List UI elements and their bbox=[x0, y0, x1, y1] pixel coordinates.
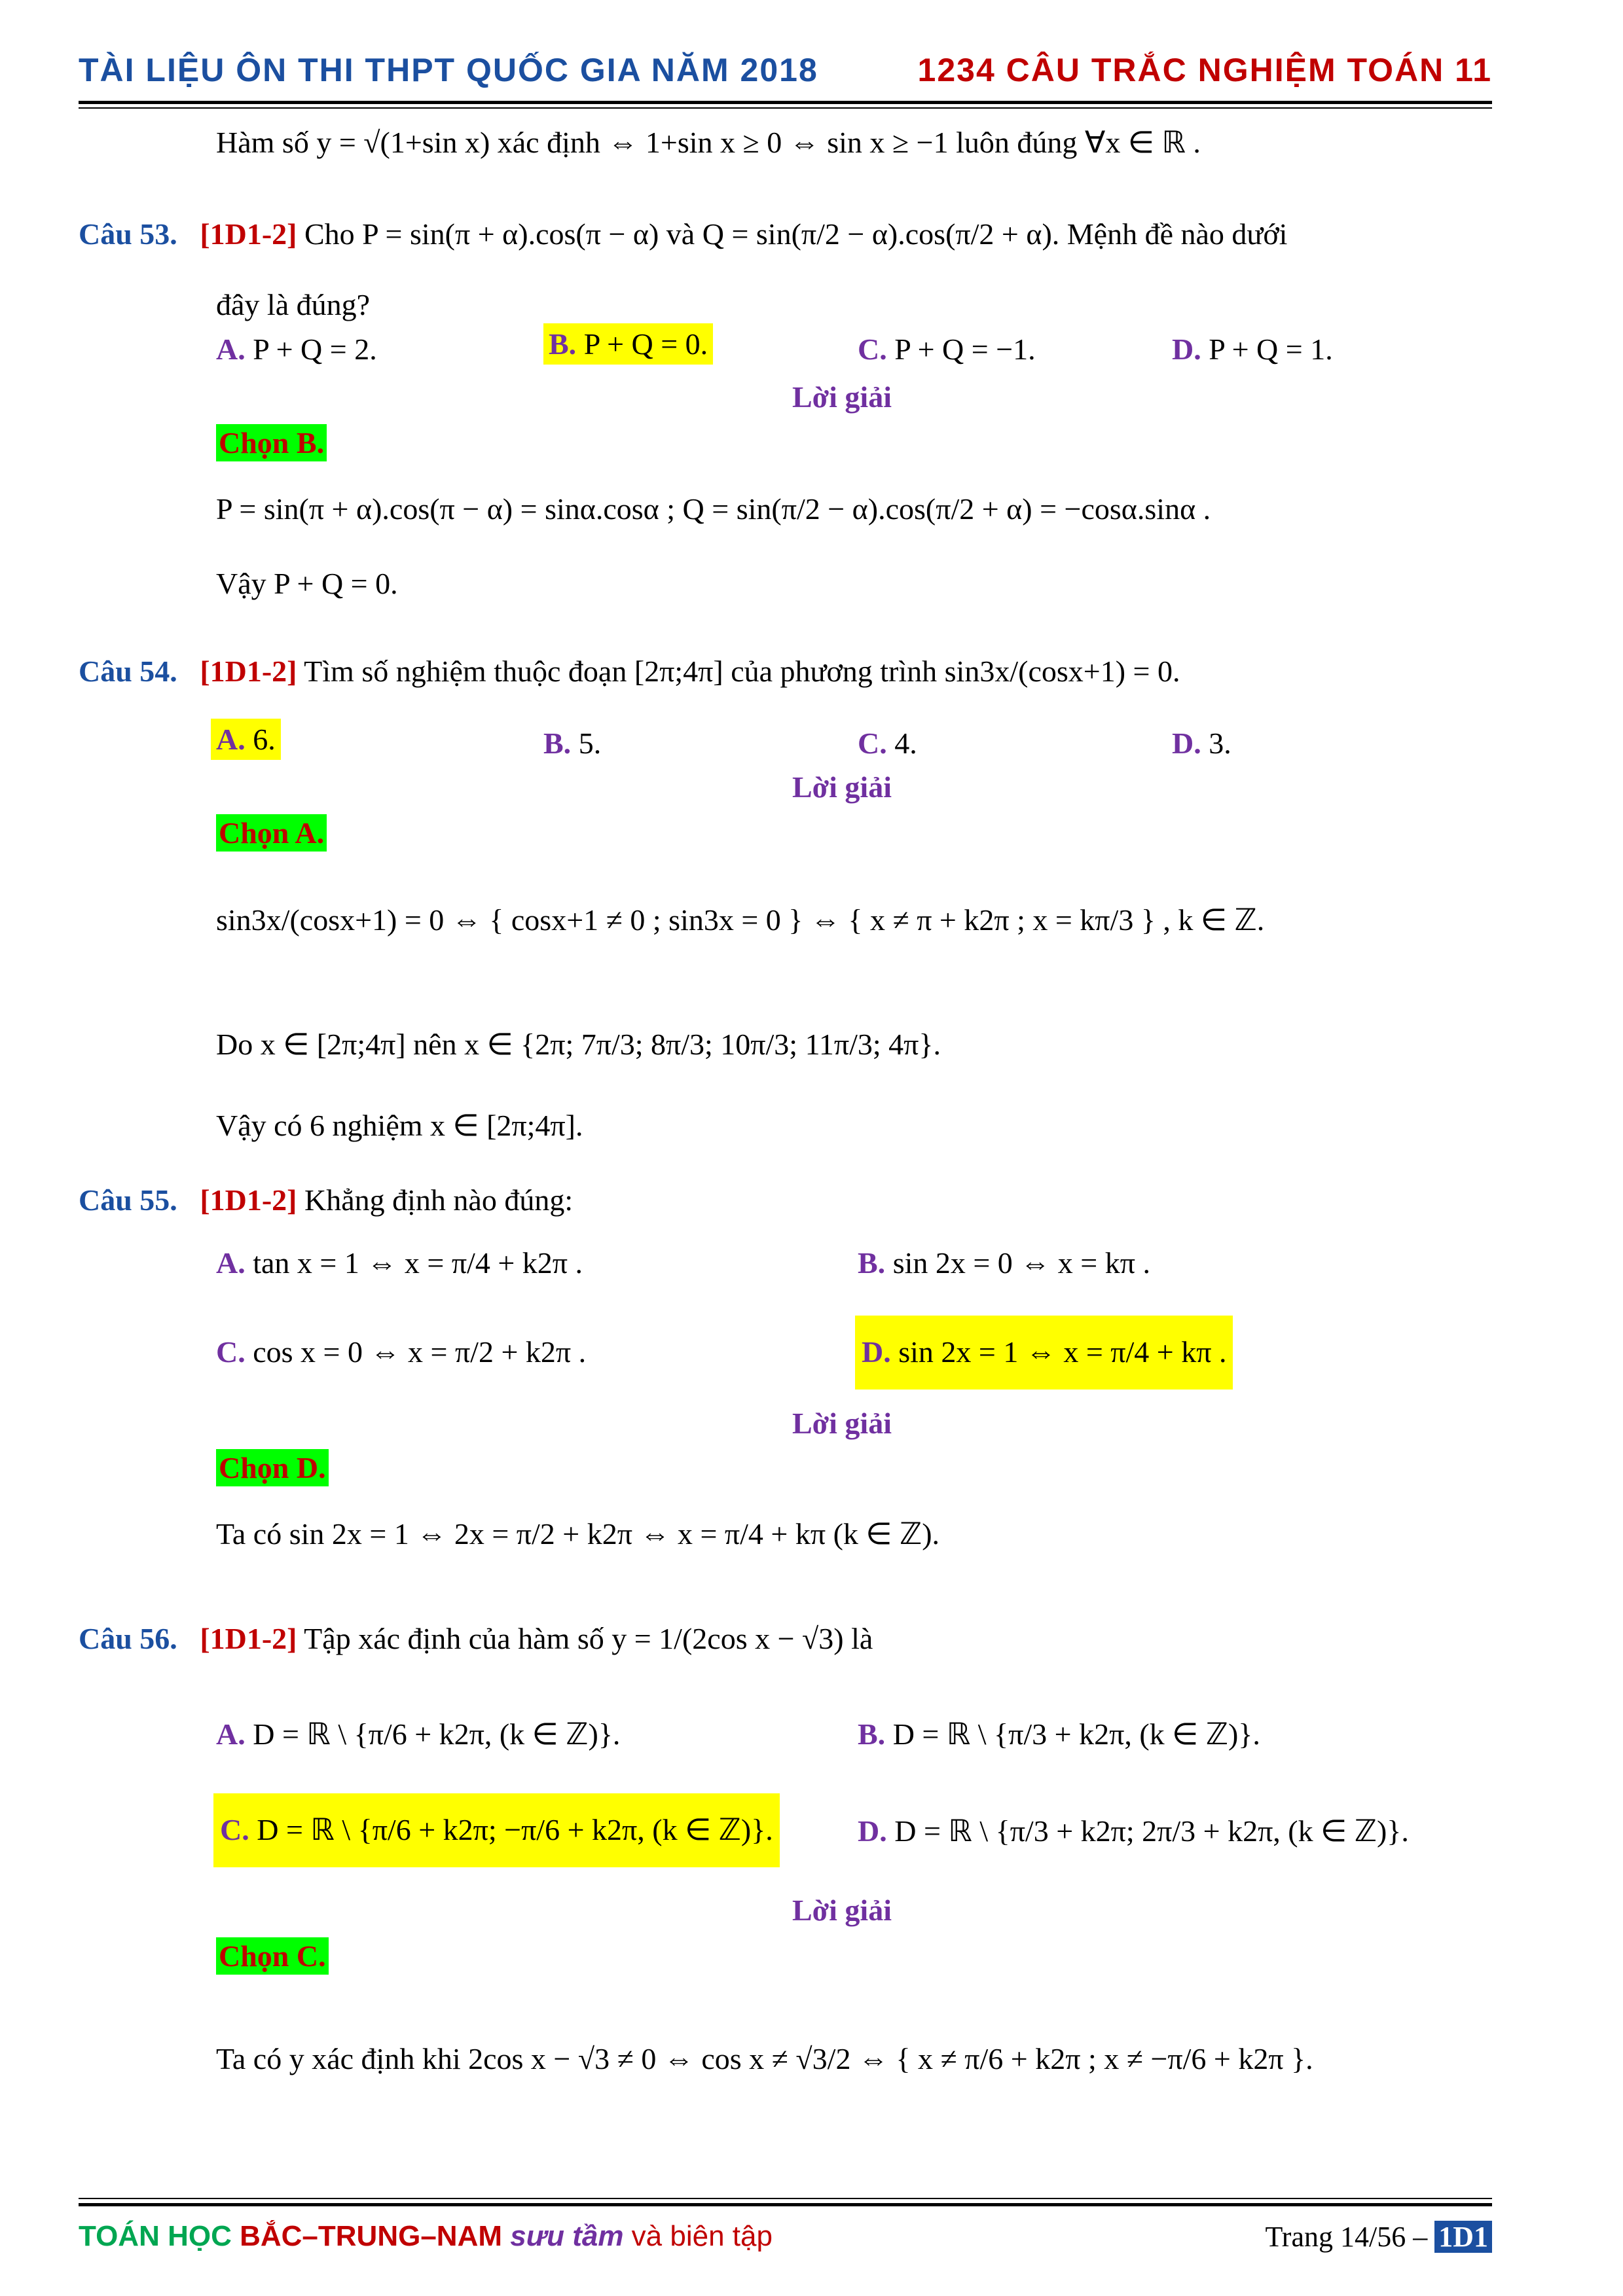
q55-option-b[interactable]: B. sin 2x = 0 ⇔ x = kπ . bbox=[858, 1246, 1150, 1280]
q56-solution: Ta có y xác định khi 2cos x − √3 ≠ 0 ⇔ cos x ≠ √3/2 ⇔ { x ≠ π/6 + k2π ; x ≠ −π/6 + k2π }. bbox=[216, 2042, 1313, 2075]
q53-stem bbox=[79, 217, 1287, 252]
q55-text: Khẳng định nào đúng: bbox=[304, 1183, 574, 1217]
q54-solution-2: Do x ∈ [2π;4π] nên x ∈ {2π; 7π/3; 8π/3; 10π/3; 11π/3; 4π}. bbox=[216, 1028, 941, 1061]
q56-stem bbox=[79, 1622, 873, 1657]
q56-solution-heading: Lời giải bbox=[792, 1893, 892, 1927]
q55-tag: [1D1-2] bbox=[200, 1183, 297, 1217]
q55-option-d[interactable] bbox=[855, 1316, 1233, 1390]
correct-highlight: C. D = ℝ \ {π/6 + k2π; −π/6 + k2π, (k ∈ ℤ)}. bbox=[213, 1793, 780, 1867]
q54-option-d[interactable]: D. 3. bbox=[1172, 726, 1231, 760]
q53-solution-heading: Lời giải bbox=[792, 380, 892, 414]
q56-tag: [1D1-2] bbox=[200, 1622, 297, 1655]
q56-option-a[interactable]: A. D = ℝ \ {π/6 + k2π, (k ∈ ℤ)}. bbox=[216, 1717, 621, 1751]
footer-credit: TOÁN HỌC BẮC–TRUNG–NAM sưu tầm và biên tập bbox=[79, 2220, 773, 2252]
q55-stem bbox=[79, 1183, 573, 1218]
q56-text: Tập xác định của hàm số y = 1/(2cos x − √3) là bbox=[304, 1622, 873, 1655]
q55-answer: Chọn D. bbox=[216, 1449, 329, 1486]
q53-number: Câu 53. bbox=[79, 217, 177, 251]
q53-text: Cho P = sin(π + α).cos(π − α) và Q = sin(π/2 − α).cos(π/2 + α). Mệnh đề nào dưới bbox=[304, 217, 1288, 251]
footer-rule-thin bbox=[79, 2198, 1492, 2199]
q53-stem-cont: đây là đúng? bbox=[216, 288, 371, 321]
q53-solution-2: Vậy P + Q = 0. bbox=[216, 567, 398, 600]
header-left: TÀI LIỆU ÔN THI THPT QUỐC GIA NĂM 2018 bbox=[79, 52, 818, 88]
q53-answer: Chọn B. bbox=[216, 424, 327, 461]
q54-option-a[interactable] bbox=[211, 723, 281, 757]
footer-rule bbox=[79, 2203, 1492, 2206]
q56-option-b[interactable]: B. D = ℝ \ {π/3 + k2π, (k ∈ ℤ)}. bbox=[858, 1717, 1260, 1751]
q55-solution-heading: Lời giải bbox=[792, 1407, 892, 1440]
footer-page-number: Trang 14/56 – 1D1 bbox=[1265, 2220, 1492, 2253]
q54-solution-1: sin3x/(cosx+1) = 0 ⇔ { cosx+1 ≠ 0 ; sin3x = 0 } ⇔ { x ≠ π + k2π ; x = kπ/3 } , k ∈ ℤ. bbox=[216, 903, 1265, 937]
q54-tag: [1D1-2] bbox=[200, 655, 297, 688]
intro-line: Hàm số y = √(1+sin x) xác định ⇔ 1+sin x ≥ 0 ⇔ sin x ≥ −1 luôn đúng ∀x ∈ ℝ . bbox=[216, 126, 1201, 159]
q55-number: Câu 55. bbox=[79, 1183, 177, 1217]
q53-option-a[interactable]: A. P + Q = 2. bbox=[216, 332, 377, 366]
q53-option-d[interactable]: D. P + Q = 1. bbox=[1172, 332, 1333, 366]
q55-solution: Ta có sin 2x = 1 ⇔ 2x = π/2 + k2π ⇔ x = π/4 + kπ (k ∈ ℤ). bbox=[216, 1517, 940, 1551]
q53-tag: [1D1-2] bbox=[200, 217, 297, 251]
q53-option-c[interactable]: C. P + Q = −1. bbox=[858, 332, 1036, 366]
q54-solution-heading: Lời giải bbox=[792, 770, 892, 804]
correct-highlight: A. 6. bbox=[211, 719, 281, 760]
q54-number: Câu 54. bbox=[79, 655, 177, 688]
q56-number: Câu 56. bbox=[79, 1622, 177, 1655]
header-rule-thin bbox=[79, 107, 1492, 109]
q54-option-b[interactable]: B. 5. bbox=[543, 726, 602, 760]
q54-solution-3: Vậy có 6 nghiệm x ∈ [2π;4π]. bbox=[216, 1109, 583, 1142]
q54-option-c[interactable]: C. 4. bbox=[858, 726, 917, 760]
footer-chapter-tag: 1D1 bbox=[1434, 2221, 1492, 2253]
q55-option-c[interactable]: C. cos x = 0 ⇔ x = π/2 + k2π . bbox=[216, 1335, 587, 1369]
q54-text: Tìm số nghiệm thuộc đoạn [2π;4π] của phương trình sin3x/(cosx+1) = 0. bbox=[304, 655, 1180, 688]
correct-highlight: D. sin 2x = 1 ⇔ x = π/4 + kπ . bbox=[855, 1316, 1233, 1390]
header-right: 1234 CÂU TRẮC NGHIỆM TOÁN 11 bbox=[917, 52, 1492, 88]
q56-option-d[interactable]: D. D = ℝ \ {π/3 + k2π; 2π/3 + k2π, (k ∈ ℤ)}. bbox=[858, 1814, 1409, 1848]
header-rule bbox=[79, 101, 1492, 104]
q55-option-a[interactable]: A. tan x = 1 ⇔ x = π/4 + k2π . bbox=[216, 1246, 583, 1280]
q56-option-c[interactable] bbox=[213, 1793, 780, 1867]
q56-answer: Chọn C. bbox=[216, 1937, 329, 1975]
q53-option-b[interactable] bbox=[543, 327, 713, 362]
correct-highlight: B. P + Q = 0. bbox=[543, 323, 713, 365]
q54-answer: Chọn A. bbox=[216, 814, 327, 852]
q54-stem bbox=[79, 655, 1180, 689]
q53-solution-1: P = sin(π + α).cos(π − α) = sinα.cosα ; Q = sin(π/2 − α).cos(π/2 + α) = −cosα.sinα . bbox=[216, 492, 1211, 526]
